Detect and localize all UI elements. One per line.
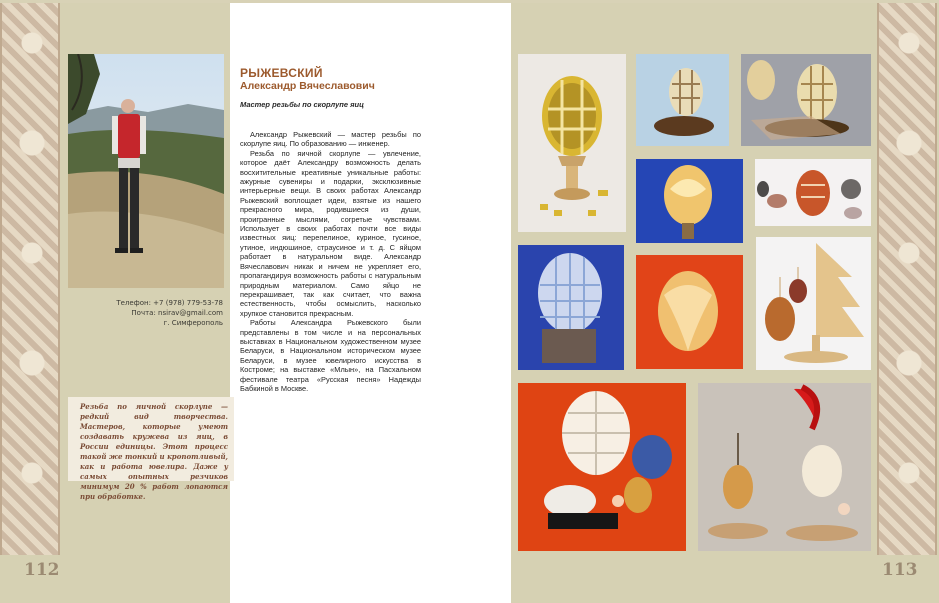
page-number-left: 112 — [24, 560, 60, 580]
contact-phone: Телефон: +7 (978) 779-53-78 — [116, 299, 223, 307]
article-paragraph: Работы Александра Рыжевского были представлены в том числе и на персональных выставках в Национальном художественном музее Беларуси, в Национальном историческом музее Беларуси, в музее ювелирного искусства в Костроме; на выставке «Млын», на Пасхальном фестивале театра «Русская песня» Надежды Бабкиной в Москве. — [240, 318, 421, 393]
egg-photo-leaf — [636, 159, 743, 243]
egg-photo-feather — [698, 383, 871, 551]
article-heading-name: Александр Вячеславович — [240, 80, 375, 92]
egg-photo-lattice-blue — [636, 54, 729, 146]
egg-photo-puzzle — [518, 54, 626, 232]
right-ornament-border — [877, 3, 937, 555]
page-number-right: 113 — [882, 560, 918, 580]
article-subtitle: Мастер резьбы по скорлупе яиц — [240, 100, 364, 109]
egg-photo-mesh — [518, 245, 624, 370]
quote-box: Резьба по яичной скорлупе — редкий вид творчества. Мастеров, которые умеют создавать кружева из яиц, в России единицы. Этот процесс такой же тонкий и кропотливый, как и работа ювелира. Даже у самых опытных резчиков минимум 20 % работ лопаются при обработке. — [68, 397, 234, 481]
author-portrait-photo — [68, 54, 224, 288]
article-heading-surname: РЫЖЕВСКИЙ — [240, 66, 323, 80]
left-ornament-border — [0, 3, 60, 555]
article-paragraph: Резьба по яичной скорлупе — увлечение, которое даёт Александру возможность делать восхитительные креативные уникальные работы: ажурные сувениры и подарки, эксклюзивные интерьерные вещи. В своих работах Александр Рыжевский воплощает идеи, взятые из нашего прекрасного мира, родившиеся из души, проигранные мыслями, согретые чувствами. Использует в своих работах почти все виды известных яиц: перепелиное, куриное, гусиное, утиное, индюшиное, страусиное и т. д. С яйцом работает в натуральном виде. Александр Вячеславович никак и ничем не укрепляет его, пропагандируя возможность работы с натуральным природным материалом. Само яйцо не перекрашивает, так как считает, что важна естественность, чтобы осмыслить, насколько хрупкое становится прекрасным. — [240, 148, 421, 318]
egg-photo-pair — [741, 54, 871, 146]
article-body — [240, 130, 421, 393]
egg-photo-tree — [756, 237, 871, 370]
contact-city: г. Симферополь — [163, 319, 223, 327]
egg-photo-stones — [755, 159, 871, 226]
contact-info — [90, 298, 223, 328]
egg-photo-globe — [518, 383, 686, 551]
contact-email: Почта: nsirav@gmail.com — [131, 309, 223, 317]
egg-photo-red — [636, 255, 743, 369]
article-paragraph: Александр Рыжевский — мастер резьбы по скорлупе яиц. По образованию — инженер. — [240, 130, 421, 149]
